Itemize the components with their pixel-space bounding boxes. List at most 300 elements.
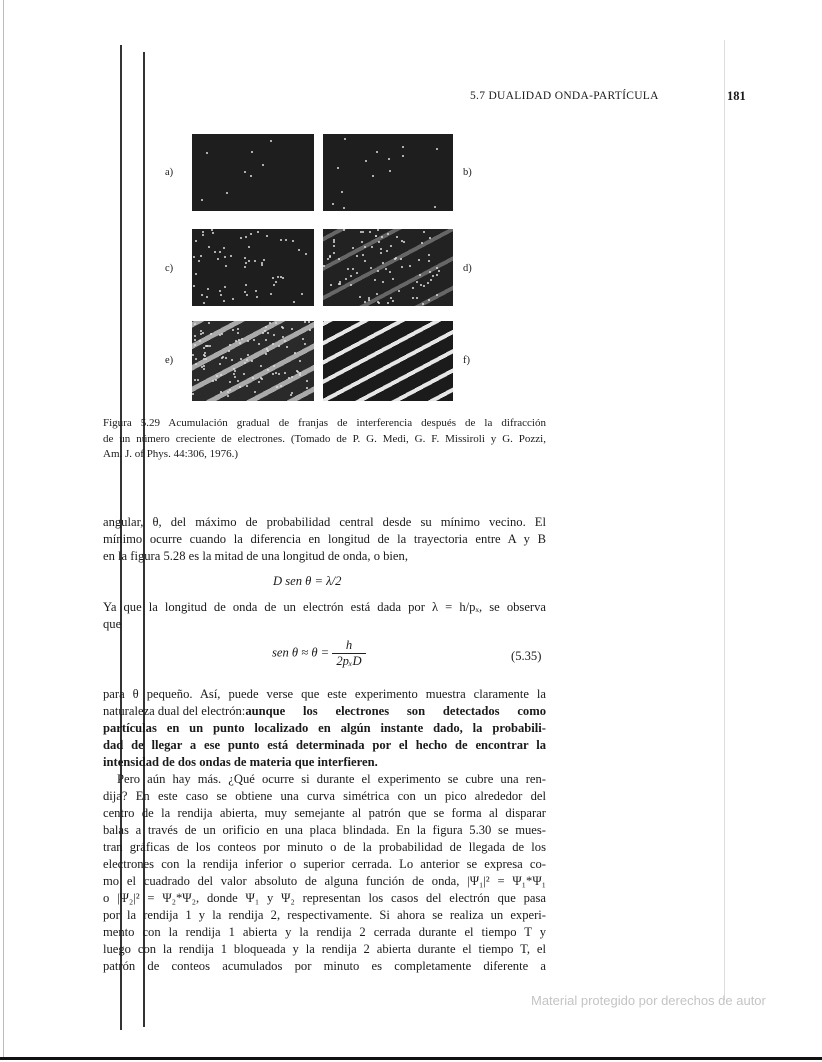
electron-hit xyxy=(230,255,232,257)
electron-hit xyxy=(247,340,249,342)
electron-hit xyxy=(422,303,424,305)
electron-hit xyxy=(275,322,277,324)
electron-hit xyxy=(221,333,223,335)
electron-hit xyxy=(262,332,264,334)
electron-hit xyxy=(215,379,217,381)
electron-hit xyxy=(219,363,221,365)
electron-hit xyxy=(345,278,347,280)
electron-hit xyxy=(223,300,225,302)
electron-hit xyxy=(385,268,387,270)
electron-hit xyxy=(263,259,265,261)
electron-hit xyxy=(323,265,325,267)
electron-hit xyxy=(302,338,304,340)
electron-hit xyxy=(368,299,370,301)
electron-hit xyxy=(388,158,390,160)
electron-hit xyxy=(436,267,438,269)
electron-hit xyxy=(194,339,196,341)
electron-hit xyxy=(273,284,275,286)
electron-hit xyxy=(359,296,361,298)
electron-hit xyxy=(235,340,237,342)
electron-hit xyxy=(377,229,379,231)
electron-hit xyxy=(389,271,391,273)
equation-lhs: sen θ ≈ θ = xyxy=(272,645,330,660)
electron-hit xyxy=(365,160,367,162)
electron-hit xyxy=(201,199,203,201)
electron-hit xyxy=(224,286,226,288)
electron-hit xyxy=(361,241,363,243)
electron-hit xyxy=(341,191,343,193)
electron-hit xyxy=(402,146,404,148)
electron-hit xyxy=(438,270,440,272)
electron-hit xyxy=(245,236,247,238)
electron-hit xyxy=(239,386,241,388)
electron-hit xyxy=(260,365,262,367)
electron-hit xyxy=(203,358,205,360)
electron-hit xyxy=(381,236,383,238)
electron-hit xyxy=(430,279,432,281)
electron-hit xyxy=(299,360,301,362)
panel-label-b: b) xyxy=(463,167,472,178)
panel-label-f: f) xyxy=(463,355,470,366)
electron-hit xyxy=(244,291,246,293)
electron-hit xyxy=(219,251,221,253)
electron-hit xyxy=(343,207,345,209)
electron-hit xyxy=(246,385,248,387)
electron-hit xyxy=(209,345,211,347)
electron-hit xyxy=(194,344,196,346)
electron-hit xyxy=(267,369,269,371)
electron-hit xyxy=(225,357,227,359)
electron-hit xyxy=(220,294,222,296)
electron-hit xyxy=(369,231,371,233)
electron-hit xyxy=(220,374,222,376)
electron-hit xyxy=(221,357,223,359)
electron-hit xyxy=(237,328,239,330)
electron-hit xyxy=(250,233,252,235)
electron-hit xyxy=(278,373,280,375)
running-header: 5.7 DUALIDAD ONDA-PARTÍCULA xyxy=(470,90,659,102)
electron-hit xyxy=(226,192,228,194)
electron-hit xyxy=(400,258,402,260)
electron-hit xyxy=(265,326,267,328)
electron-hit xyxy=(244,266,246,268)
electron-hit xyxy=(350,284,352,286)
electron-hit xyxy=(251,360,253,362)
electron-hit xyxy=(193,285,195,287)
electron-hit xyxy=(251,151,253,153)
electron-hit xyxy=(203,302,205,304)
electron-hit xyxy=(375,235,377,237)
electron-hit xyxy=(292,240,294,242)
electron-hit xyxy=(234,370,236,372)
electron-hit xyxy=(265,339,267,341)
electron-hit xyxy=(387,302,389,304)
electron-hit xyxy=(229,389,231,391)
electron-hit xyxy=(278,345,280,347)
text-line: centro de la rendija abierta, muy semejante al patrón que se forma al disparar xyxy=(103,806,546,820)
electron-hit xyxy=(227,395,229,397)
electron-hit xyxy=(229,381,231,383)
electron-hit xyxy=(266,235,268,237)
electron-hit xyxy=(245,262,247,264)
electron-hit xyxy=(206,152,208,154)
electron-hit xyxy=(244,257,246,259)
electron-hit xyxy=(372,175,374,177)
electron-hit xyxy=(246,359,248,361)
electron-hit xyxy=(376,151,378,153)
electron-hit xyxy=(432,275,434,277)
panel-label-d: d) xyxy=(463,263,472,274)
electron-hit xyxy=(401,266,403,268)
electron-hit xyxy=(337,167,339,169)
figure-panel-e xyxy=(192,321,314,401)
equation-number: (5.35) xyxy=(511,649,542,663)
electron-hit xyxy=(282,336,284,338)
electron-hit xyxy=(330,284,332,286)
electron-hit xyxy=(256,296,258,298)
electron-hit xyxy=(428,254,430,256)
electron-hit xyxy=(203,354,205,356)
electron-hit xyxy=(258,381,260,383)
electron-hit xyxy=(436,148,438,150)
electron-hit xyxy=(252,377,254,379)
electron-hit xyxy=(194,323,196,325)
electron-hit xyxy=(332,203,334,205)
electron-hit xyxy=(210,333,212,335)
emphasis-line: partículas en un punto localizado en algún instante dado, la probabili- xyxy=(103,721,546,735)
electron-hit xyxy=(286,346,288,348)
electron-hit xyxy=(203,368,205,370)
electron-hit xyxy=(298,249,300,251)
electron-hit xyxy=(429,237,431,239)
electron-hit xyxy=(270,140,272,142)
electron-hit xyxy=(294,352,296,354)
electron-hit xyxy=(262,164,264,166)
electron-hit xyxy=(309,329,311,331)
figure-panel-a xyxy=(192,134,314,211)
electron-hit xyxy=(371,246,373,248)
electron-hit xyxy=(374,279,376,281)
electron-hit xyxy=(387,233,389,235)
electron-hit xyxy=(208,322,210,324)
page-number: 181 xyxy=(727,89,746,103)
emphasis-line: dad de llegar a ese punto está determinada por el hecho de encontrar la xyxy=(103,738,546,752)
text-line: que xyxy=(103,617,122,631)
electron-hit xyxy=(244,171,246,173)
electron-hit xyxy=(343,229,345,231)
electron-hit xyxy=(333,252,335,254)
electron-hit xyxy=(277,276,279,278)
electron-hit xyxy=(270,293,272,295)
electron-hit xyxy=(389,170,391,172)
electron-hit xyxy=(227,391,229,393)
electron-hit xyxy=(412,287,414,289)
electron-hit xyxy=(207,288,209,290)
electron-hit xyxy=(344,138,346,140)
caption-line: Figura 5.29 Acumulación gradual de franjas de interferencia después de la difracción xyxy=(103,417,546,429)
electron-hit xyxy=(338,258,340,260)
text-line: balas a través de un orificio en una placa blindada. En la figura 5.30 se mues- xyxy=(103,823,546,837)
scan-margin-line xyxy=(724,40,725,1000)
electron-hit xyxy=(255,290,257,292)
electron-hit xyxy=(273,365,275,367)
paragraph xyxy=(103,686,546,771)
electron-hit xyxy=(403,241,405,243)
electron-hit xyxy=(223,247,225,249)
electron-hit xyxy=(258,343,260,345)
electron-hit xyxy=(202,231,204,233)
electron-hit xyxy=(239,342,241,344)
electron-hit xyxy=(197,379,199,381)
electron-hit xyxy=(380,252,382,254)
electron-hit xyxy=(293,301,295,303)
paragraph xyxy=(103,514,546,565)
electron-hit xyxy=(299,374,301,376)
electron-hit xyxy=(428,260,430,262)
figure-panel-c xyxy=(192,229,314,306)
electron-hit xyxy=(416,281,418,283)
numerator: h xyxy=(332,638,365,654)
electron-hit xyxy=(212,232,214,234)
figure-panel-f xyxy=(323,321,453,401)
electron-hit xyxy=(423,231,425,233)
electron-hit xyxy=(301,293,303,295)
electron-hit xyxy=(194,335,196,337)
electron-hit xyxy=(194,379,196,381)
electron-hit xyxy=(390,245,392,247)
electron-hit xyxy=(282,277,284,279)
electron-hit xyxy=(427,282,429,284)
electron-hit xyxy=(248,246,250,248)
electron-hit xyxy=(327,258,329,260)
text-line: para θ pequeño. Así, puede verse que este experimento muestra claramente la xyxy=(103,687,546,701)
electron-hit xyxy=(305,253,307,255)
electron-hit xyxy=(231,359,233,361)
electron-hit xyxy=(290,394,292,396)
electron-hit xyxy=(260,377,262,379)
electron-hit xyxy=(276,386,278,388)
electron-hit xyxy=(368,297,370,299)
electron-hit xyxy=(304,321,306,323)
paragraph-continued xyxy=(103,788,546,975)
electron-hit xyxy=(228,350,230,352)
electron-hit xyxy=(419,274,421,276)
caption-line: de un número creciente de electrones. (Tomado de P. G. Medi, G. F. Missiroli y G. Pozzi, xyxy=(103,432,546,445)
text-line: electrones con la rendija inferior o superior cerrada. Lo anterior se expresa co- xyxy=(103,857,546,871)
text-line: Ya que la longitud de onda de un electrón está dada por λ = h/pₓ, se observa xyxy=(103,600,546,614)
electron-hit xyxy=(220,391,222,393)
electron-hit xyxy=(306,380,308,382)
electron-hit xyxy=(237,380,239,382)
electron-hit xyxy=(377,270,379,272)
electron-hit xyxy=(272,373,274,375)
electron-hit xyxy=(428,299,430,301)
electron-hit xyxy=(192,393,194,395)
electron-hit xyxy=(244,362,246,364)
electron-hit xyxy=(232,329,234,331)
text-line: luego con la rendija 1 bloqueada y la rendija 2 abierta durante el tiempo T, el xyxy=(103,942,546,956)
electron-hit xyxy=(225,265,227,267)
electron-hit xyxy=(291,376,293,378)
electron-hit xyxy=(350,275,352,277)
panel-label-e: e) xyxy=(165,355,174,366)
panel-label-c: c) xyxy=(165,263,174,274)
denominator: 2pₓD xyxy=(336,654,362,668)
electron-hit xyxy=(392,278,394,280)
electron-hit xyxy=(284,372,286,374)
electron-hit xyxy=(192,354,194,356)
electron-hit xyxy=(364,246,366,248)
electron-hit xyxy=(396,236,398,238)
text-line: angular, θ, del máximo de probabilidad central desde su mínimo vecino. El xyxy=(103,515,546,529)
text-line: mo el cuadrado del valor absoluto de alguna función de onda, |Ψ₁|² = Ψ₁*Ψ₁ xyxy=(103,874,546,888)
electron-hit xyxy=(195,363,197,365)
electron-hit xyxy=(240,358,242,360)
electron-hit xyxy=(356,255,358,257)
electron-hit xyxy=(423,285,425,287)
electron-hit xyxy=(273,334,275,336)
electron-hit xyxy=(275,281,277,283)
electron-hit xyxy=(356,272,358,274)
electron-hit xyxy=(280,385,282,387)
paragraph xyxy=(103,771,546,788)
electron-hit xyxy=(246,294,248,296)
electron-hit xyxy=(267,350,269,352)
electron-hit xyxy=(237,332,239,334)
electron-hit xyxy=(195,273,197,275)
electron-hit xyxy=(201,294,203,296)
electron-hit xyxy=(402,155,404,157)
electron-hit xyxy=(272,343,274,345)
electron-hit xyxy=(265,353,267,355)
electron-hit xyxy=(224,256,226,258)
copyright-watermark: Material protegido por derechos de autor xyxy=(531,993,766,1008)
electron-hit xyxy=(436,274,438,276)
electron-hit xyxy=(362,254,364,256)
figure-panel-d xyxy=(323,229,453,306)
electron-hit xyxy=(193,256,195,258)
electron-hit xyxy=(378,241,380,243)
page-border-bottom xyxy=(0,1057,822,1060)
electron-hit xyxy=(409,265,411,267)
electron-hit xyxy=(267,332,269,334)
text-line: Pero aún hay más. ¿Qué ocurre si durante el experimento se cubre una ren- xyxy=(117,772,546,786)
electron-hit xyxy=(211,229,213,231)
electron-hit xyxy=(245,284,247,286)
emphasis-line: intensidad de dos ondas de materia que interfieren. xyxy=(103,755,378,769)
electron-hit xyxy=(253,339,255,341)
electron-hit xyxy=(378,302,380,304)
electron-hit xyxy=(233,373,235,375)
text-line: tran gráficas de los conteos por minuto o de la probabilidad de llegada de los xyxy=(103,840,546,854)
electron-hit xyxy=(234,376,236,378)
electron-hit xyxy=(200,333,202,335)
electron-hit xyxy=(208,246,210,248)
electron-hit xyxy=(284,340,286,342)
electron-hit xyxy=(206,296,208,298)
electron-hit xyxy=(333,245,335,247)
electron-hit xyxy=(386,250,388,252)
electron-hit xyxy=(219,290,221,292)
equation: D sen θ = λ/2 xyxy=(273,574,342,588)
electron-hit xyxy=(352,268,354,270)
electron-hit xyxy=(364,301,366,303)
electron-hit xyxy=(248,260,250,262)
text-line: dija? En este caso se obtiene una curva simétrica con un pico alrededor del xyxy=(103,789,546,803)
electron-hit xyxy=(195,358,197,360)
electron-hit xyxy=(382,281,384,283)
electron-hit xyxy=(203,365,205,367)
electron-hit xyxy=(376,293,378,295)
electron-hit xyxy=(250,175,252,177)
electron-hit xyxy=(288,377,290,379)
text-line: o |Ψ₂|² = Ψ₂*Ψ₂, donde Ψ₁ y Ψ₂ representan los casos del electrón que pasa xyxy=(103,891,546,905)
electron-hit xyxy=(380,248,382,250)
electron-hit xyxy=(229,344,231,346)
electron-hit xyxy=(308,321,310,323)
electron-hit xyxy=(285,239,287,241)
electron-hit xyxy=(291,392,293,394)
electron-hit xyxy=(257,231,259,233)
fraction xyxy=(332,638,365,669)
electron-hit xyxy=(421,242,423,244)
electron-hit xyxy=(306,387,308,389)
electron-hit xyxy=(264,330,266,332)
electron-hit xyxy=(198,260,200,262)
electron-hit xyxy=(333,241,335,243)
electron-hit xyxy=(212,380,214,382)
electron-hit xyxy=(203,347,205,349)
electron-hit xyxy=(304,343,306,345)
text-line: mento con la rendija 1 abierta y la rendija 2 cerrada durante el tiempo T y xyxy=(103,925,546,939)
page-border-left xyxy=(3,0,4,1058)
electron-hit xyxy=(291,328,293,330)
electron-hit xyxy=(247,354,249,356)
electron-hit xyxy=(217,258,219,260)
electron-hit xyxy=(275,372,277,374)
electron-hit xyxy=(347,268,349,270)
electron-hit xyxy=(232,298,234,300)
text-line: mínimo ocurre cuando la diferencia en longitud de la trayectoria entre A y B xyxy=(103,532,546,546)
electron-hit xyxy=(416,297,418,299)
electron-hit xyxy=(362,231,364,233)
electron-hit xyxy=(241,338,243,340)
panel-label-a: a) xyxy=(165,167,174,178)
electron-hit xyxy=(418,259,420,261)
electron-hit xyxy=(272,277,274,279)
electron-hit xyxy=(240,237,242,239)
electron-hit xyxy=(195,240,197,242)
electron-hit xyxy=(205,358,207,360)
text-line: patrón de conteos acumulados por minuto es completamente diferente a xyxy=(103,959,546,973)
electron-hit xyxy=(370,267,372,269)
electron-hit xyxy=(202,234,204,236)
electron-hit xyxy=(434,206,436,208)
text-line: en la figura 5.28 es la mitad de una longitud de onda, o bien, xyxy=(103,549,408,563)
electron-hit xyxy=(382,262,384,264)
electron-hit xyxy=(261,264,263,266)
electron-hit xyxy=(243,373,245,375)
electron-hit xyxy=(429,271,431,273)
electron-hit xyxy=(199,340,201,342)
figure-caption xyxy=(103,416,546,463)
text-segment: naturaleza dual del electrón: xyxy=(103,704,246,718)
emphasis-text: aunque los electrones son detectados como xyxy=(245,704,546,718)
text-line: por la rendija 1 y la rendija 2, respectivamente. Si ahora se realiza un experi- xyxy=(103,908,546,922)
electron-hit xyxy=(352,247,354,249)
electron-hit xyxy=(412,297,414,299)
electron-hit xyxy=(392,300,394,302)
